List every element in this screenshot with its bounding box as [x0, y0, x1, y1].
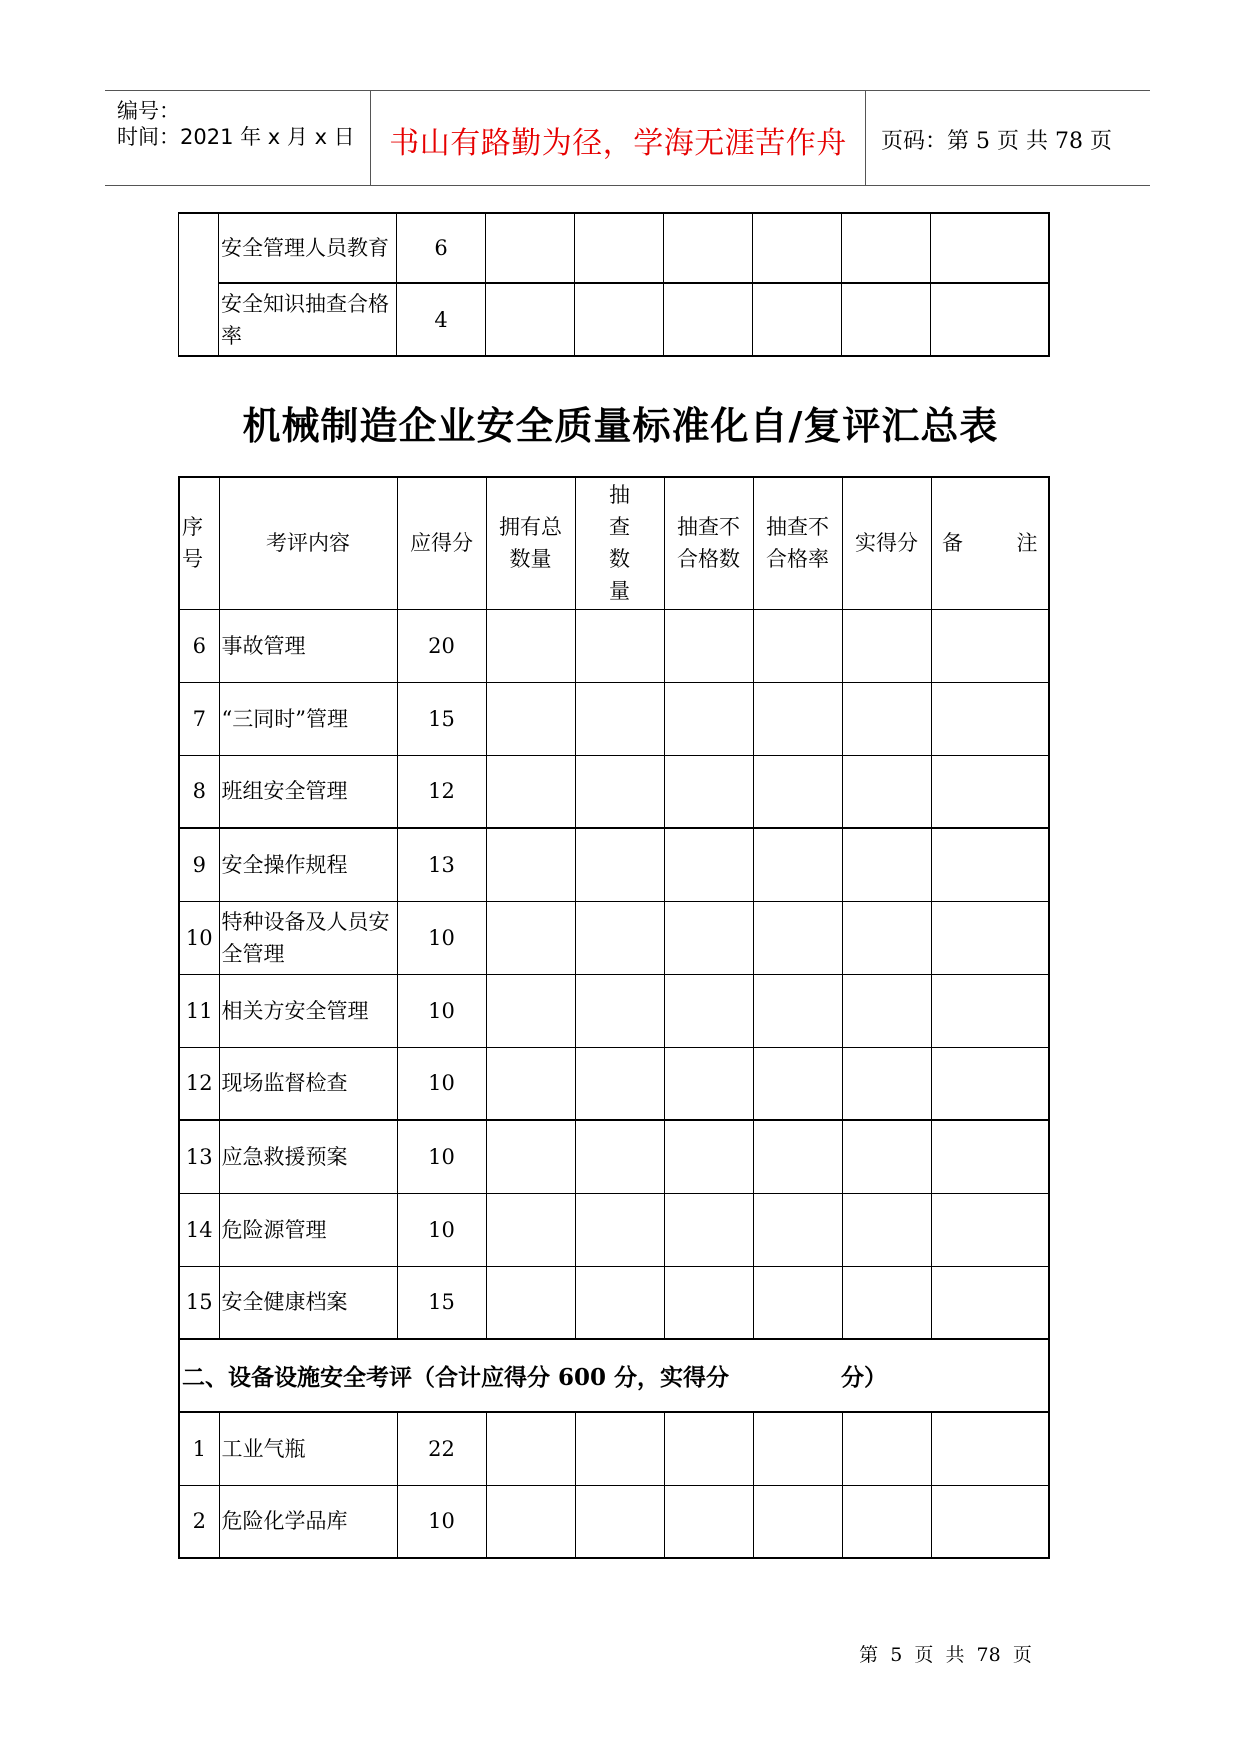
- score-cell: 12: [397, 755, 486, 828]
- content-cell: 安全操作规程: [219, 828, 397, 901]
- seq-cell: 12: [179, 1047, 219, 1120]
- section-row: [179, 1339, 1049, 1412]
- score-cell: 15: [397, 682, 486, 755]
- col-fail-rate-header: 抽查不合格率: [753, 477, 842, 609]
- seq-cell: 14: [179, 1193, 219, 1266]
- content-cell: 相关方安全管理: [219, 974, 397, 1047]
- seq-cell: 11: [179, 974, 219, 1047]
- section-heading: [179, 1339, 1049, 1412]
- score-cell: 20: [397, 609, 486, 682]
- table-row: [179, 1193, 1049, 1266]
- page-number-label: 页码：第 5 页 共 78 页: [881, 129, 1112, 154]
- score-cell: 6: [397, 213, 486, 283]
- table-row: [179, 974, 1049, 1047]
- seq-cell: 8: [179, 755, 219, 828]
- motto: 书山有路勤为径，学海无涯苦作舟: [389, 126, 847, 161]
- serial-label: 编号：: [117, 99, 180, 123]
- score-cell: 10: [397, 901, 486, 974]
- footer-page-number: 第 5 页 共 78 页: [859, 1644, 1032, 1666]
- content-cell: 安全知识抽查合格率: [219, 283, 397, 356]
- table-row: [179, 1412, 1049, 1485]
- summary-table: [178, 476, 1050, 1559]
- seq-cell: 7: [179, 682, 219, 755]
- col-content-header: 考评内容: [219, 477, 397, 609]
- seq-cell: 13: [179, 1120, 219, 1193]
- col-sampled-header: 抽查数量: [575, 477, 664, 609]
- content-cell: 安全管理人员教育: [219, 213, 397, 283]
- col-seq-header: 序号: [179, 477, 219, 609]
- seq-cell: 1: [179, 1412, 219, 1485]
- score-cell: 15: [397, 1266, 486, 1339]
- table-row: [179, 609, 1049, 682]
- section-heading-suffix: 分）: [841, 1364, 888, 1391]
- header-page-cell: [867, 91, 1150, 185]
- seq-cell: 6: [179, 609, 219, 682]
- table-row: [179, 283, 1049, 356]
- score-cell: 10: [397, 1193, 486, 1266]
- table-row: [179, 213, 1049, 283]
- page-footer: [0, 1640, 1241, 1667]
- table-row: [179, 901, 1049, 974]
- table-row: [179, 1047, 1049, 1120]
- col-owned-header: 拥有总数量: [486, 477, 575, 609]
- content-cell: 危险化学品库: [219, 1485, 397, 1558]
- table-row: [179, 755, 1049, 828]
- table-header-row: [179, 477, 1049, 609]
- table-row: [179, 1120, 1049, 1193]
- time-label: 时间：2021 年 x 月 x 日: [117, 125, 355, 149]
- score-cell: 10: [397, 974, 486, 1047]
- seq-cell: 9: [179, 828, 219, 901]
- content-cell: 安全健康档案: [219, 1266, 397, 1339]
- content-cell: 工业气瓶: [219, 1412, 397, 1485]
- seq-cell: 15: [179, 1266, 219, 1339]
- seq-cell: 2: [179, 1485, 219, 1558]
- col-actual-header: 实得分: [842, 477, 931, 609]
- score-cell: 10: [397, 1485, 486, 1558]
- score-cell: 10: [397, 1120, 486, 1193]
- score-cell: 13: [397, 828, 486, 901]
- score-cell: 4: [397, 283, 486, 356]
- content-cell: 特种设备及人员安全管理: [219, 901, 397, 974]
- seq-cell: 10: [179, 901, 219, 974]
- col-fail-count-header: 抽查不合格数: [664, 477, 753, 609]
- score-cell: 22: [397, 1412, 486, 1485]
- continued-table: [178, 212, 1050, 357]
- seq-cell: [179, 213, 219, 356]
- header-motto-cell: [371, 91, 866, 185]
- content-cell: 事故管理: [219, 609, 397, 682]
- col-remark-header: 备 注: [931, 477, 1049, 609]
- document-title: 机械制造企业安全质量标准化自/复评汇总表: [242, 403, 999, 448]
- content-cell: 应急救援预案: [219, 1120, 397, 1193]
- table-row: [179, 1266, 1049, 1339]
- table-row: [179, 828, 1049, 901]
- content-cell: “三同时”管理: [219, 682, 397, 755]
- page-header: [105, 90, 1150, 186]
- content-cell: 危险源管理: [219, 1193, 397, 1266]
- header-meta: [105, 91, 371, 185]
- section-heading-label: 二、设备设施安全考评（合计应得分 600 分，实得分: [182, 1364, 730, 1391]
- col-score-header: 应得分: [397, 477, 486, 609]
- content-cell: 班组安全管理: [219, 755, 397, 828]
- content-cell: 现场监督检查: [219, 1047, 397, 1120]
- table-row: [179, 682, 1049, 755]
- score-cell: 10: [397, 1047, 486, 1120]
- table-row: [179, 1485, 1049, 1558]
